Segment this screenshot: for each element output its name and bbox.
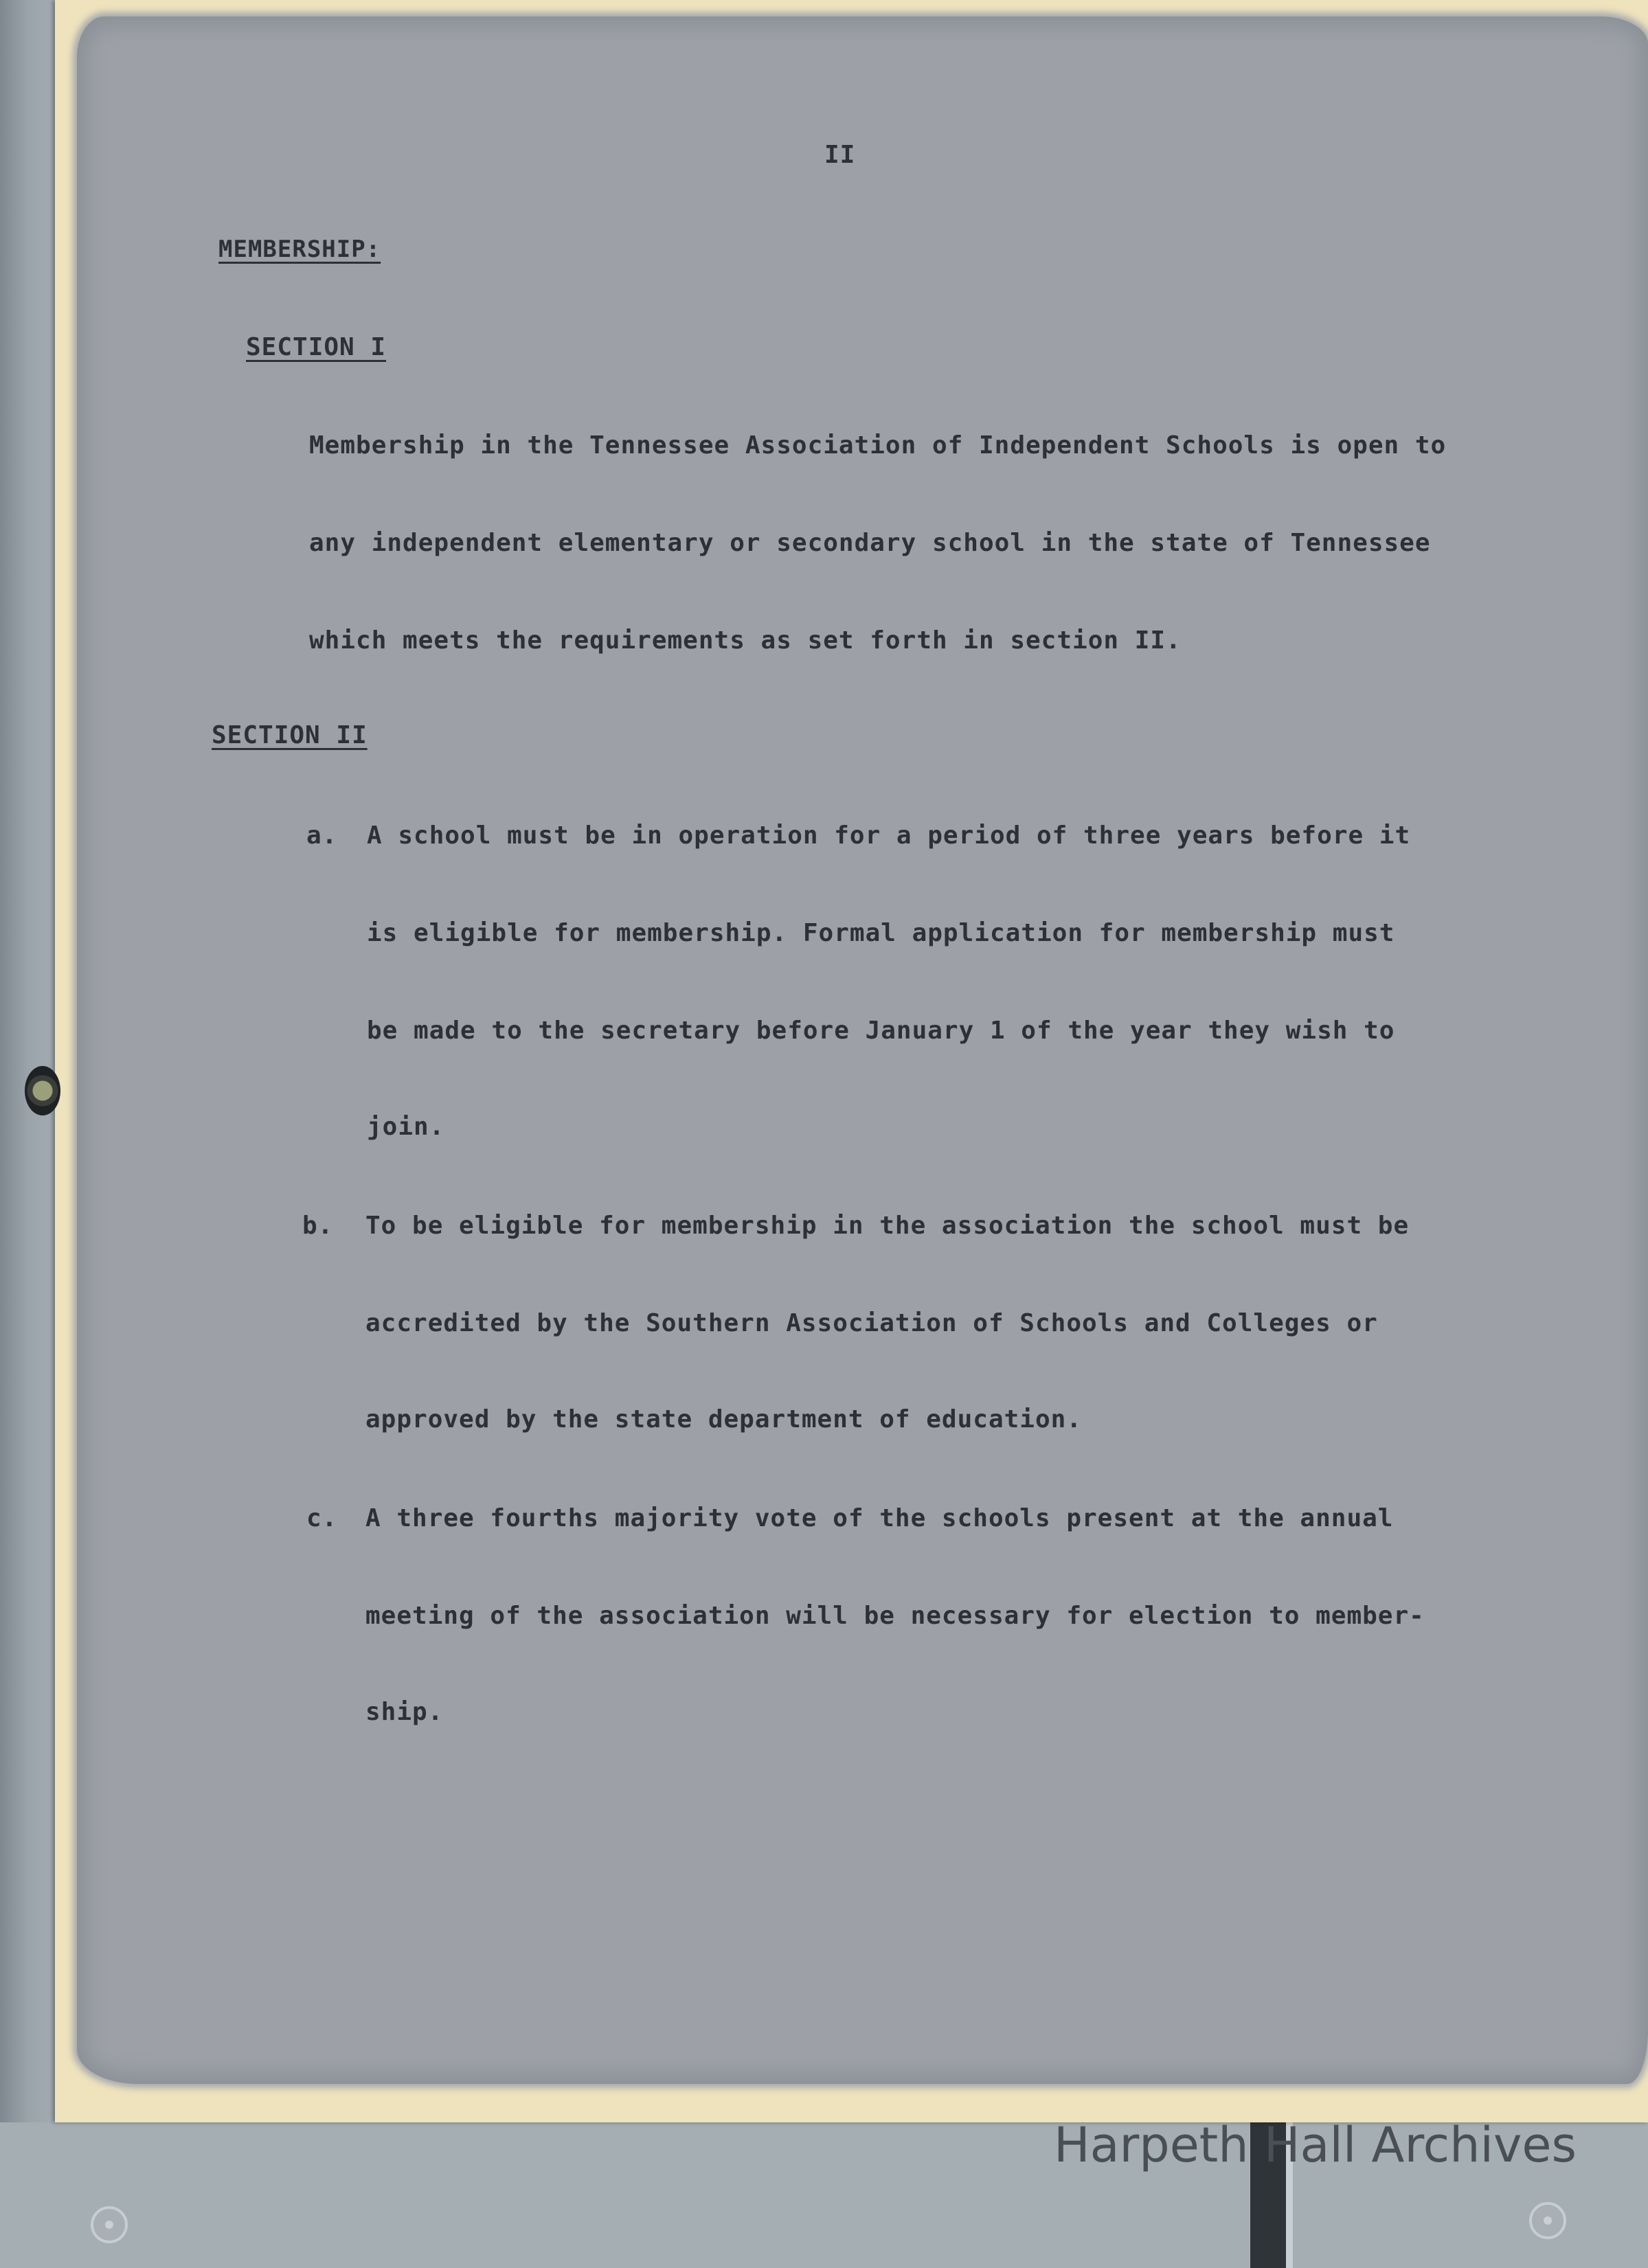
item-line: meeting of the association will be necessary for election to member- xyxy=(365,1602,1425,1630)
section-2-title: SECTION II xyxy=(212,721,368,749)
section-1-line: which meets the requirements as set forth in section II. xyxy=(309,626,1182,655)
item-line: join. xyxy=(367,1113,445,1141)
item-marker: a. xyxy=(306,821,338,850)
membership-heading: MEMBERSHIP: xyxy=(218,236,381,263)
item-line: approved by the state department of education. xyxy=(365,1405,1082,1433)
item-line: ship. xyxy=(365,1698,444,1726)
section-1-line: Membership in the Tennessee Association of Independent Schools is open to xyxy=(309,431,1447,460)
item-line: A three fourths majority vote of the schools present at the annual xyxy=(365,1504,1394,1532)
page-number: II xyxy=(824,141,856,169)
item-line: is eligible for membership. Formal application for membership must xyxy=(367,919,1395,947)
document-sheet xyxy=(77,16,1648,2084)
item-line: A school must be in operation for a period of three years before it xyxy=(367,821,1411,850)
section-1-line: any independent elementary or secondary school in the state of Tennessee xyxy=(309,529,1431,557)
item-line: To be eligible for membership in the association the school must be xyxy=(365,1212,1410,1240)
binder-clip-icon xyxy=(25,1066,60,1115)
rivet-icon xyxy=(1529,2202,1566,2239)
item-line: accredited by the Southern Association of Schools and Colleges or xyxy=(365,1309,1378,1337)
archive-watermark: Harpeth Hall Archives xyxy=(1054,2117,1577,2173)
section-1-title: SECTION I xyxy=(246,333,387,361)
item-line: be made to the secretary before January 1 of the year they wish to xyxy=(367,1017,1395,1045)
item-marker: c. xyxy=(306,1504,338,1532)
rivet-icon xyxy=(91,2206,128,2243)
item-marker: b. xyxy=(302,1212,334,1240)
